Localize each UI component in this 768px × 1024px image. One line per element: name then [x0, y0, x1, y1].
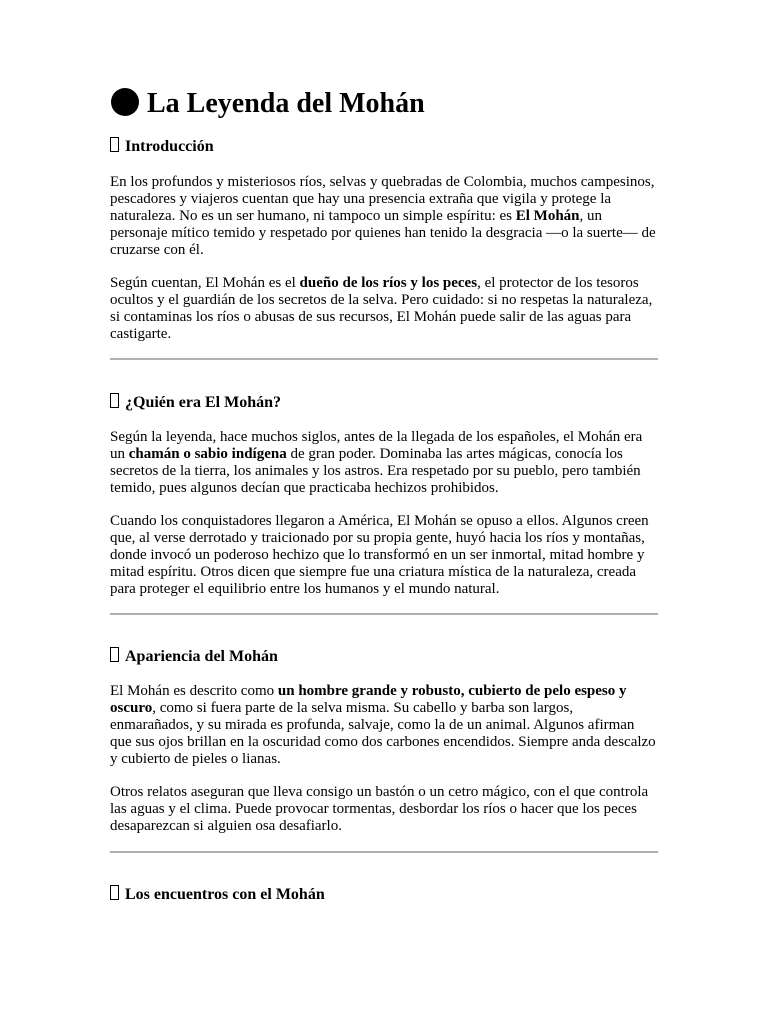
section-heading-apariencia: [110, 646, 278, 668]
section-heading-quien-era: [110, 392, 281, 414]
section-heading-text: ¿Quién era El Mohán?: [125, 394, 282, 411]
section-heading-introduccion: [110, 136, 214, 158]
bold-text-run: dueño de los ríos y los peces: [299, 275, 478, 291]
section-divider: [110, 613, 658, 615]
text-run: , como si fuera parte de la selva misma. Su cabello y barba son largos, enmarañados, y su mirada es profunda, salvaje, como la de un animal. Algunos afirman que sus ojos brillan en la oscuridad como dos carbones encendidos. Siempre anda descalzo y cubierto de pieles o lianas.: [110, 700, 656, 767]
bold-text-run: un hombre grande y robusto, cubierto de pelo espeso y oscuro: [110, 683, 627, 716]
missing-glyph-icon: [110, 393, 119, 408]
paragraph: [110, 429, 658, 497]
bold-text-run: chamán o sabio indígena: [128, 446, 287, 462]
paragraph: [110, 275, 658, 343]
document-title: [110, 84, 425, 124]
section-heading-text: Los encuentros con el Mohán: [125, 886, 325, 903]
text-run: Según cuentan, El Mohán es el: [110, 275, 300, 291]
section-heading-encuentros: [110, 884, 325, 906]
text-run: En los profundos y misteriosos ríos, selvas y quebradas de Colombia, muchos campesinos, pescadores y viajeros cuentan que hay una presencia extraña que vigila y protege la naturaleza. No es un ser humano, ni tampoco un simple espíritu: es: [110, 174, 655, 224]
text-run: , un personaje mítico temido y respetado por quienes han tenido la desgracia —o la suerte— de cruzarse con él.: [110, 208, 656, 258]
text-run: El Mohán es descrito como: [110, 683, 278, 699]
text-run: Cuando los conquistadores llegaron a América, El Mohán se opuso a ellos. Algunos creen que, al verse derrotado y traicionado por su propia gente, huyó hacia los ríos y montañas, donde invocó un poderoso hechizo que lo transformó en un ser inmortal, mitad hombre y mitad espíritu. Otros dicen que siempre fue una criatura mística de la naturaleza, creada para proteger el equilibrio entre los humanos y el mundo natural.: [110, 513, 649, 597]
text-run: Otros relatos aseguran que lleva consigo un bastón o un cetro mágico, con el que controla las aguas y el clima. Puede provocar tormentas, desbordar los ríos o hacer que los peces desaparezcan si alguien osa desafiarlo.: [110, 784, 649, 834]
missing-glyph-icon: [110, 647, 119, 662]
text-run: de gran poder. Dominaba las artes mágicas, conocía los secretos de la tierra, los animales y los astros. Era respetado por su pueblo, pero también temido, pues algunos decían que practicaba hechizos prohibidos.: [110, 446, 641, 496]
section-heading-text: Introducción: [125, 138, 214, 155]
section-divider: [110, 358, 658, 360]
missing-glyph-icon: [110, 137, 119, 152]
paragraph: [110, 513, 658, 598]
text-run: , el protector de los tesoros ocultos y el guardián de los secretos de la selva. Pero cuidado: si no respetas la naturaleza, si contaminas los ríos o abusas de sus recursos, El Mohán puede salir de las aguas para castigarte.: [110, 275, 653, 342]
missing-glyph-icon: [110, 885, 119, 900]
title-text: La Leyenda del Mohán: [147, 88, 425, 119]
section-divider: [110, 851, 658, 853]
paragraph: [110, 784, 658, 835]
paragraph: [110, 174, 658, 259]
section-heading-text: Apariencia del Mohán: [125, 648, 278, 665]
paragraph: [110, 683, 658, 768]
bold-text-run: El Mohán: [515, 208, 580, 224]
text-run: Según la leyenda, hace muchos siglos, antes de la llegada de los españoles, el Mohán era un: [110, 429, 643, 462]
black-circle-icon: [111, 88, 139, 116]
